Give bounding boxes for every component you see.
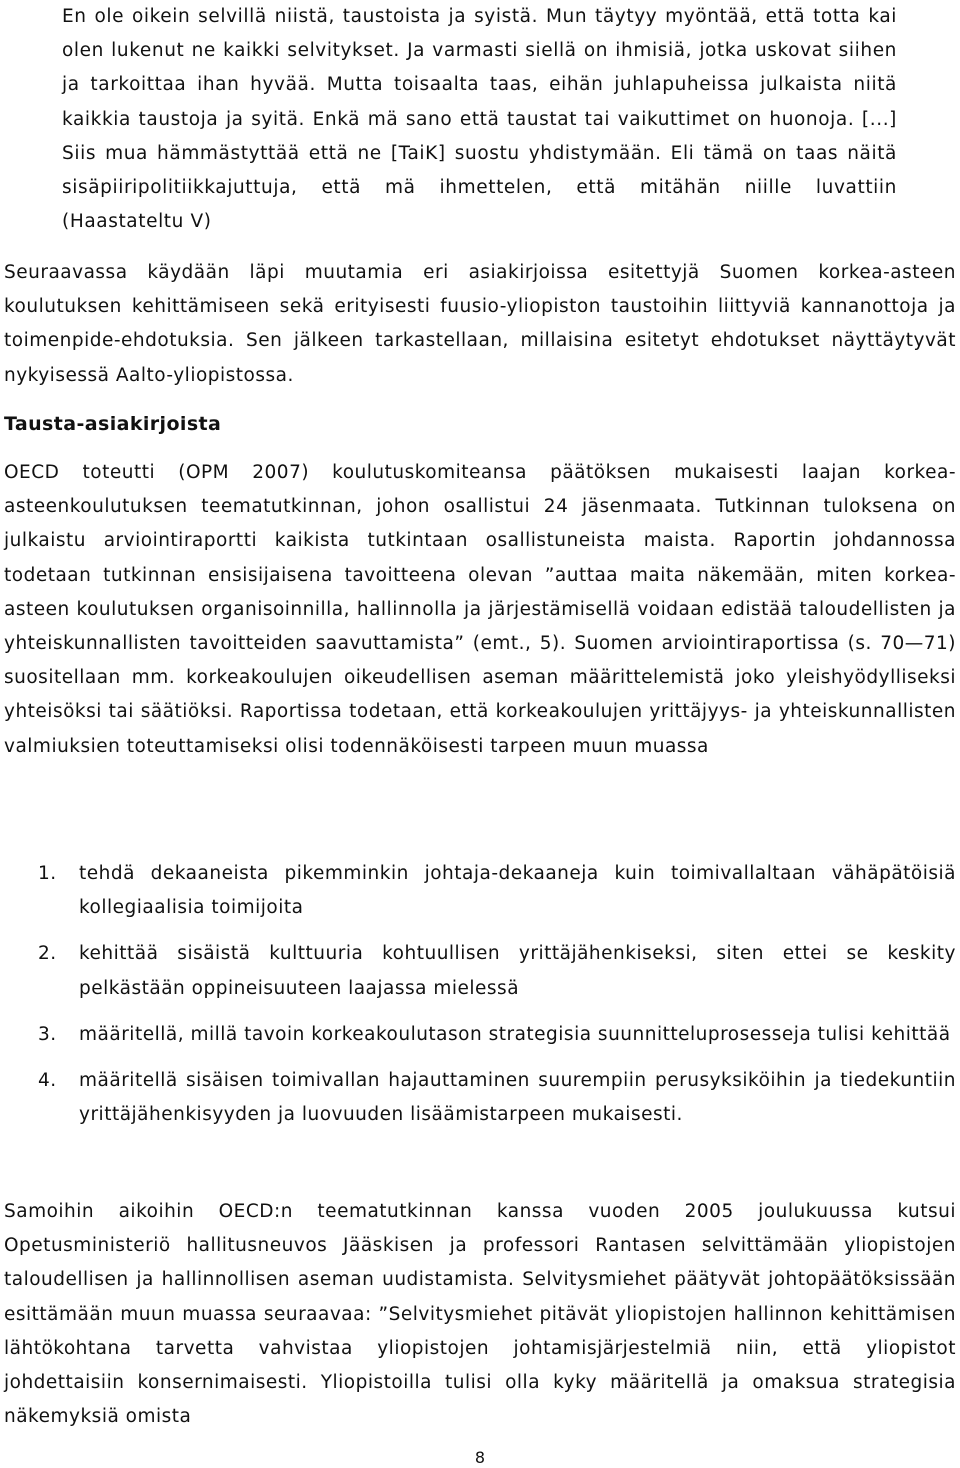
recommendation-list [0,857,960,1144]
page-number: 8 [474,1448,486,1467]
list-item-text: kehittää sisäistä kulttuuria kohtuullisen yrittäjähenkiseksi, siten ettei se keskity pelkästään oppineisuuteen laajassa mielessä [79,943,956,999]
list-item [0,937,960,1005]
list-item-number: 4. [38,1070,57,1092]
oecd-paragraph: OECD toteutti (OPM 2007) koulutuskomiteansa päätöksen mukaisesti laajan korkea-asteenkoulutuksen teematutkinnan, johon osallistui 24 jäsenmaata. Tutkinnan tuloksena on julkaistu arviointiraportti kaikista tutkintaan osallistuneista maista. Raportin johdannossa todetaan tutkinnan ensisijaisena tavoitteena olevan ”auttaa maita näkemään, miten korkea-asteen koulutuksen organisoinnilla, hallinnolla ja järjestämisellä voidaan edistää taloudellisten ja yhteiskunnallisten tavoitteiden saavuttamista” (emt., 5). Suomen arviointiraportissa (s. 70—71) suositellaan mm. korkeakoulujen oikeudellisen aseman määrittelemistä joko yleishyödylliseksi yhteisöksi tai säätiöksi. Raportissa todetaan, että korkeakoulujen yrittäjyys- ja yhteiskunnallisten valmiuksien toteuttamiseksi olisi todennäköisesti tarpeen muun muassa [4,462,956,757]
interview-quote: En ole oikein selvillä niistä, taustoista ja syistä. Mun täytyy myöntää, että totta kai olen lukenut ne kaikki selvitykset. Ja varmasti siellä on ihmisiä, jotka uskovat siihen ja tarkoittaa ihan hyvää. Mutta toisaalta taas, eihän juhlapuheissa julkaista niitä kaikkia taustoja ja syitä. Enkä mä sano että taustat tai vaikuttimet on huonoja. [...] Siis mua hämmästyttää että ne [TaiK] suostu yhdistymään. Eli tämä on taas näitä sisäpiiripolitiikkajuttuja, että mä ihmettelen, että mitähän niille luvattiin (Haastateltu V) [62,6,897,233]
intro-paragraph: Seuraavassa käydään läpi muutamia eri asiakirjoissa esitettyjä Suomen korkea-asteen koulutuksen kehittämiseen sekä erityisesti fuusio-yliopiston taustoihin liittyviä kannanottoja ja toimenpide-ehdotuksia. Sen jälkeen tarkastellaan, millaisina esitetyt ehdotukset näyttäytyvät nykyisessä Aalto-yliopistossa. [4,262,956,386]
list-item-text: määritellä, millä tavoin korkeakoulutason strategisia suunnitteluprosesseja tulisi kehittää [79,1023,951,1045]
list-item [0,857,960,925]
section-heading: Tausta-asiakirjoista [4,413,222,435]
list-item-number: 1. [38,863,57,884]
list-item [0,1064,960,1132]
closing-paragraph: Samoihin aikoihin OECD:n teematutkinnan kanssa vuoden 2005 joulukuussa kutsui Opetusministeriö hallitusneuvos Jääskisen ja professori Rantasen selvittämään yliopistojen taloudellisen ja hallinnollisen aseman uudistamista. Selvitysmiehet päätyvät johtopäätöksissään esittämään muun muassa seuraavaa: ”Selvitysmiehet pitävät yliopistojen hallinnon kehittämisen lähtökohtana tarvetta vahvistaa yliopistojen johtamisjärjestelmiä niin, että yliopistot johdettaisiin konsernimaisesti. Yliopistoilla tulisi olla kyky määritellä ja omaksua strategisia näkemyksiä omista [4,1201,956,1428]
list-item-number: 2. [38,943,57,965]
list-item-number: 3. [38,1023,57,1045]
list-item [0,1018,960,1052]
list-item-text: määritellä sisäisen toimivallan hajauttaminen suurempiin perusyksiköihin ja tiedekuntiin yrittäjähenkisyyden ja luovuuden lisäämistarpeen mukaisesti. [79,1070,956,1126]
list-item-text: tehdä dekaaneista pikemminkin johtaja-dekaaneja kuin toimivallaltaan vähäpätöisiä kollegiaalisia toimijoita [79,863,956,919]
